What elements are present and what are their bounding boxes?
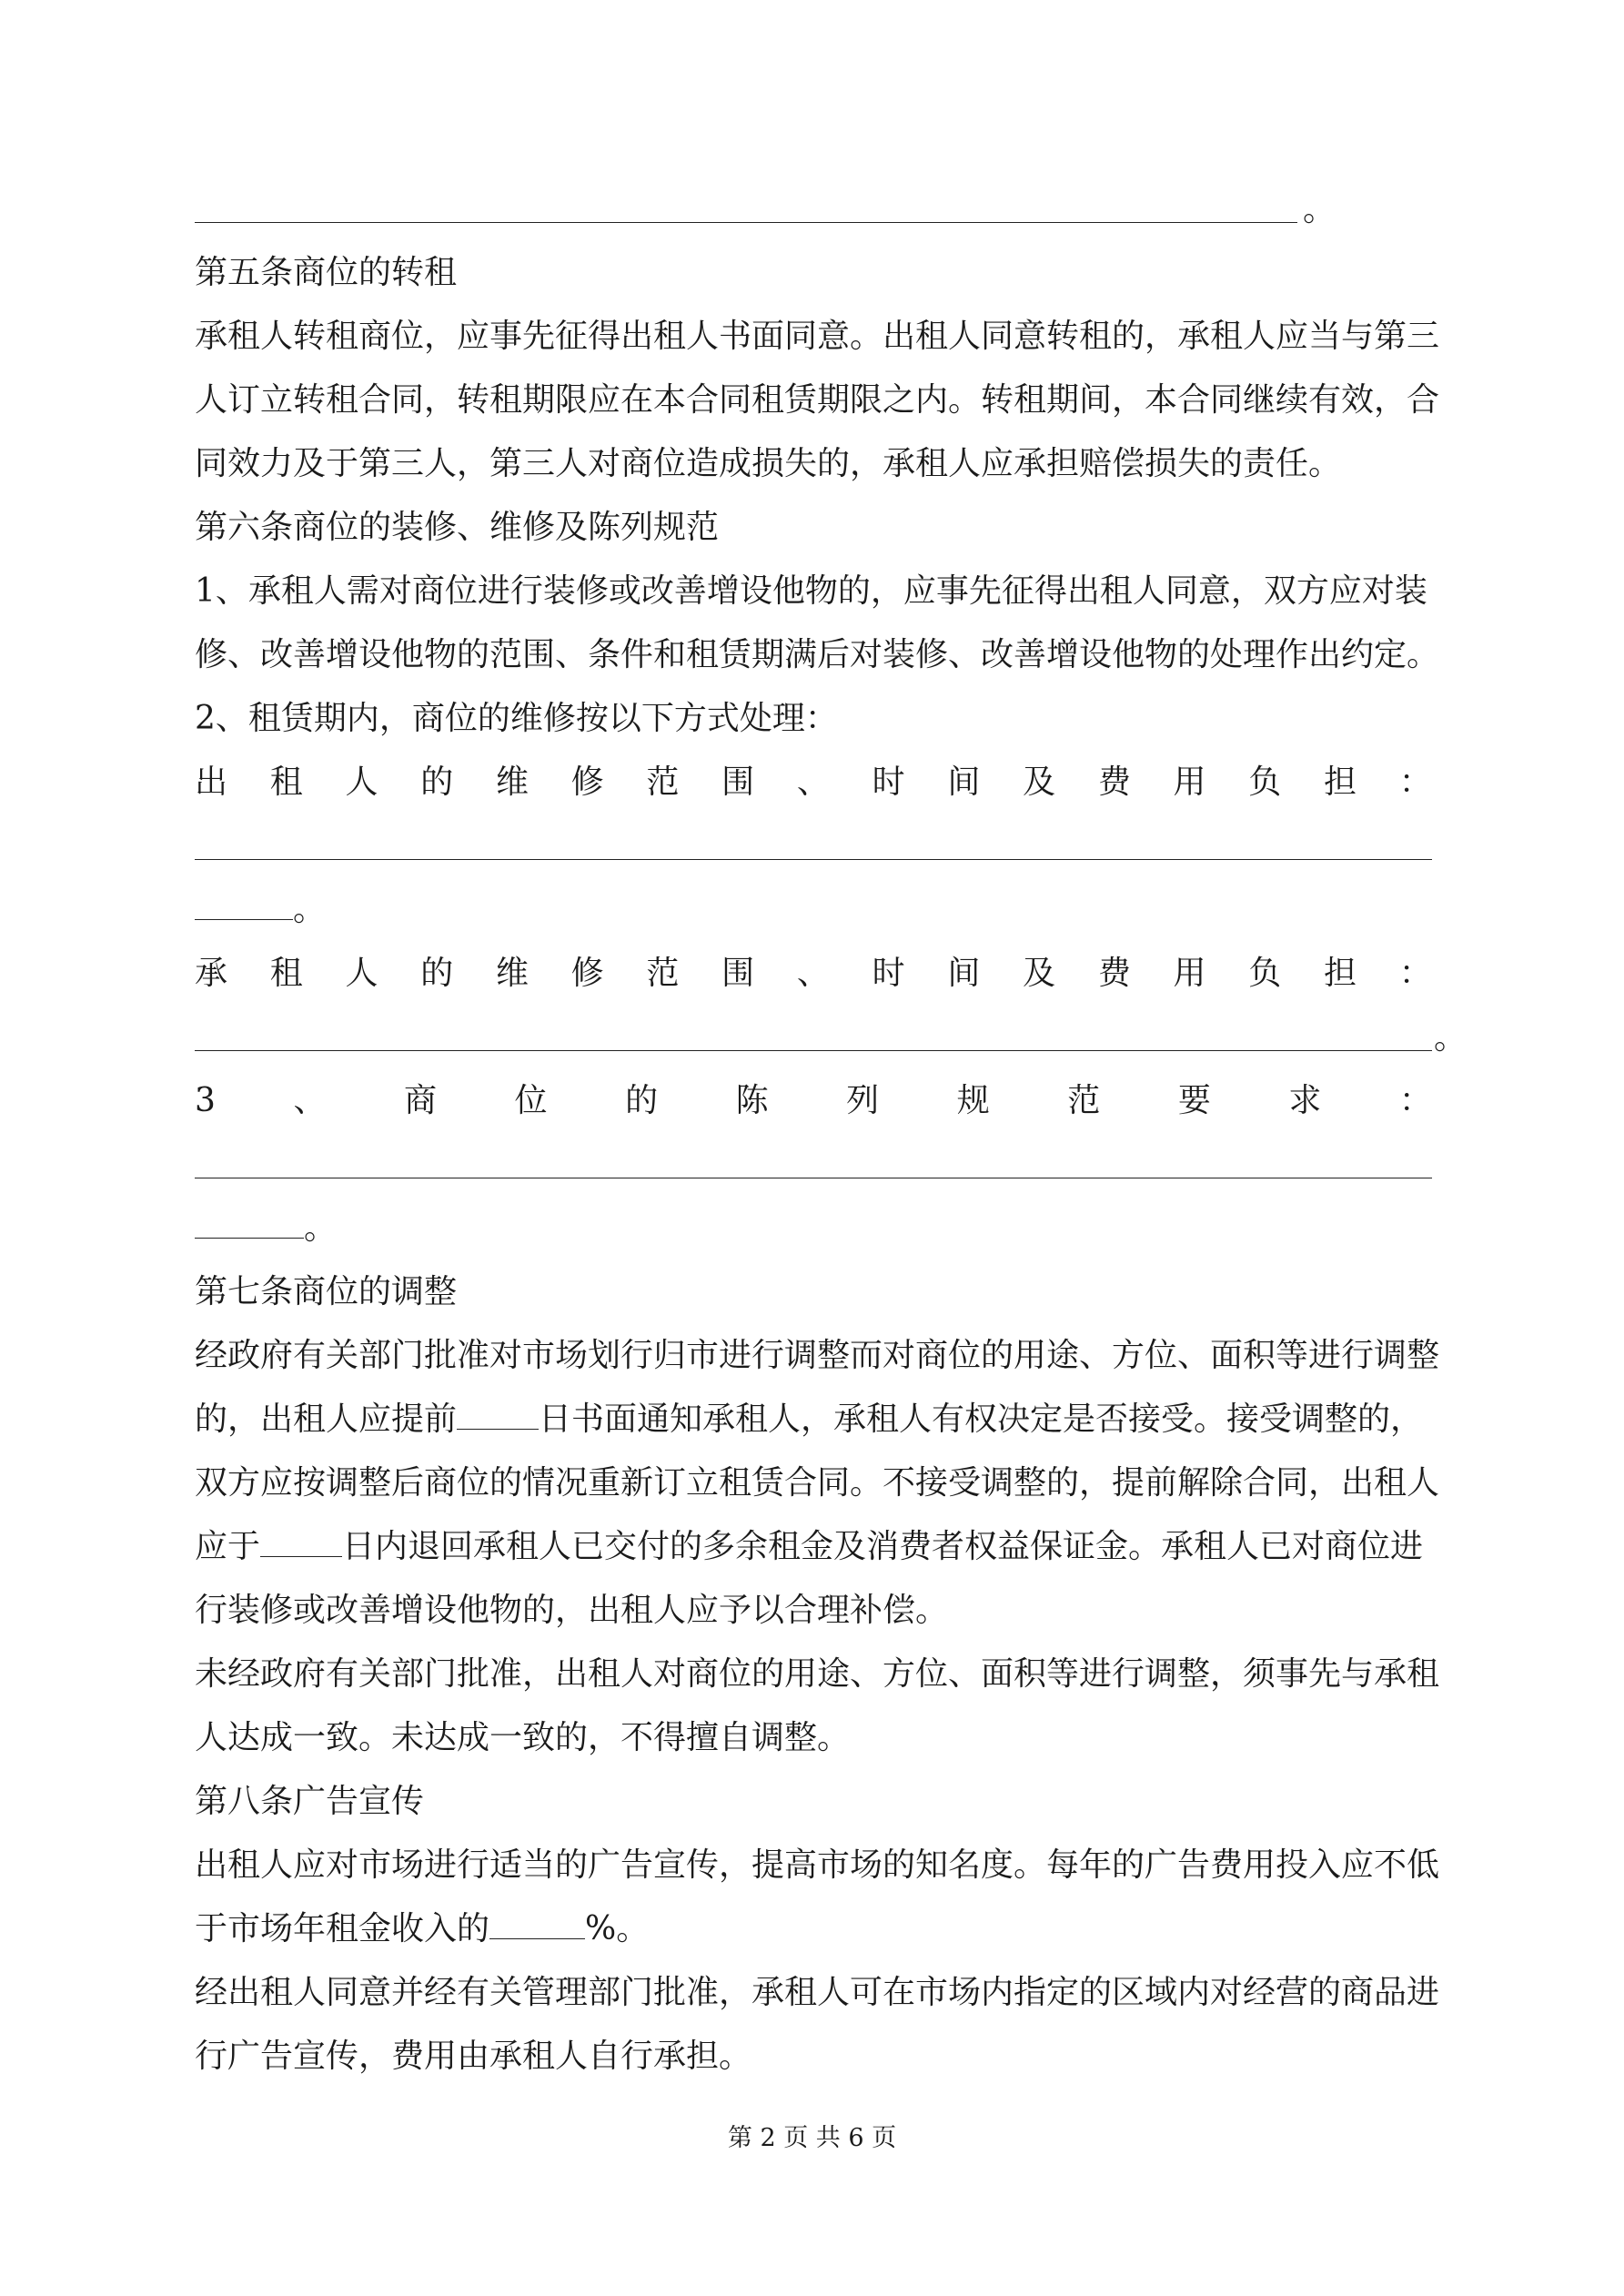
fill-blank-line: 。 (195, 177, 1432, 241)
paragraph-line: 修、改善增设他物的范围、条件和租赁期满后对装修、改善增设他物的处理作出约定。 (195, 636, 1440, 673)
fill-blank-line: 。 (195, 1006, 1432, 1069)
lessor-repair-label: 出 租 人 的 维 修 范 围 、 时 间 及 费 用 负 担 ： (195, 764, 1432, 801)
paragraph-line: 行装修或改善增设他物的，出租人应予以合理补偿。 (195, 1592, 949, 1629)
article-8-title: 第八条广告宣传 (195, 1783, 425, 1820)
paragraph-line: 人达成一致。未达成一致的，不得擅自调整。 (195, 1719, 851, 1756)
blank-field (489, 1911, 585, 1939)
article-5-title: 第五条商位的转租 (195, 254, 458, 291)
paragraph-line: 行广告宣传，费用由承租人自行承担。 (195, 2038, 752, 2075)
paragraph-line: 的，出租人应提前 日书面通知承租人，承租人有权决定是否接受。接受调整的， (195, 1401, 1424, 1438)
page-footer: 第 2 页 共 6 页 (727, 2124, 897, 2152)
page-content (195, 177, 1468, 2089)
article-7-title: 第七条商位的调整 (195, 1273, 458, 1310)
blank-field (457, 1401, 539, 1430)
fill-blank-line (195, 814, 1432, 878)
paragraph-line: 同效力及于第三人，第三人对商位造成损失的，承租人应承担赔偿损失的责任。 (195, 445, 1342, 482)
paragraph-line: 应于 日内退回承租人已交付的多余租金及消费者权益保证金。承租人已对商位进 (195, 1528, 1424, 1565)
paragraph-line: 未经政府有关部门批准，出租人对商位的用途、方位、面积等进行调整，须事先与承租 (195, 1655, 1440, 1693)
paragraph-line: 1、承租人需对商位进行装修或改善增设他物的，应事先征得出租人同意，双方应对装 (195, 572, 1427, 610)
lessee-repair-label: 承 租 人 的 维 修 范 围 、 时 间 及 费 用 负 担 ： (195, 955, 1432, 992)
paragraph-line: 承租人转租商位，应事先征得出租人书面同意。出租人同意转租的，承租人应当与第三 (195, 318, 1440, 355)
paragraph-line: 出租人应对市场进行适当的广告宣传，提高市场的知名度。每年的广告费用投入应不低 (195, 1846, 1440, 1884)
blank-field (195, 1207, 304, 1239)
display-norm-label: 3 、 商 位 的 陈 列 规 范 要 求 ： (195, 1082, 1432, 1119)
blank-field (195, 888, 293, 920)
article-6-title: 第六条商位的装修、维修及陈列规范 (195, 509, 720, 546)
paragraph-line: 双方应按调整后商位的情况重新订立租赁合同。不接受调整的，提前解除合同，出租人 (195, 1464, 1440, 1502)
paragraph-line: 人订立转租合同，转租期限应在本合同租赁期限之内。转租期间，本合同继续有效，合 (195, 381, 1440, 419)
fill-blank-short: 。 (195, 1197, 1432, 1260)
fill-blank-short: 。 (195, 878, 1432, 942)
paragraph-line: 经出租人同意并经有关管理部门批准，承租人可在市场内指定的区域内对经营的商品进 (195, 1974, 1440, 2011)
paragraph-line: 经政府有关部门批准对市场划行归市进行调整而对商位的用途、方位、面积等进行调整 (195, 1337, 1440, 1374)
paragraph-line: 于市场年租金收入的 %。 (195, 1910, 650, 1947)
blank-field (260, 1529, 342, 1557)
paragraph-line: 2、租赁期内，商位的维修按以下方式处理： (195, 700, 838, 737)
fill-blank-line (195, 1133, 1432, 1197)
